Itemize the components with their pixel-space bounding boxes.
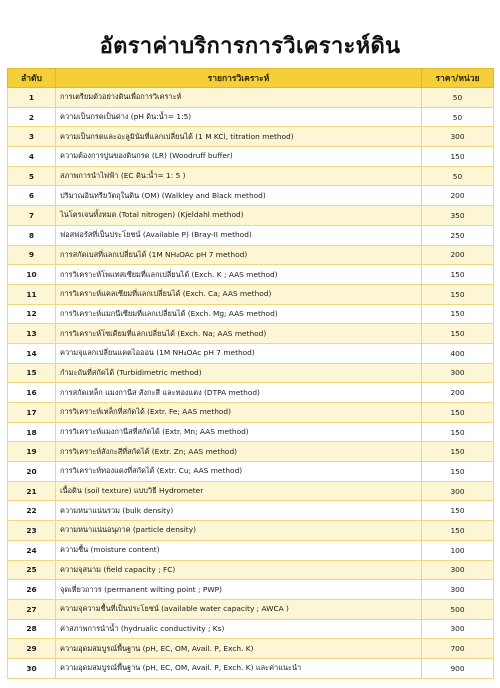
unit-price: 150 (422, 324, 494, 344)
unit-price: 150 (422, 304, 494, 324)
analysis-item: การวิเคราะห์สังกะสีที่สกัดได้ (Extr. Zn; AAS method) (56, 442, 422, 462)
table-row (8, 403, 494, 423)
row-number: 1 (8, 88, 56, 108)
unit-price: 300 (422, 127, 494, 147)
header-price: ราคา/หน่วย (422, 69, 494, 88)
table-row (8, 127, 494, 147)
analysis-item: ความชื้น (moisture content) (56, 540, 422, 560)
table-row (8, 186, 494, 206)
unit-price: 900 (422, 658, 494, 678)
table-row (8, 639, 494, 659)
analysis-item: การวิเคราะห์โพแทสเซียมที่แลกเปลี่ยนได้ (Exch. K ; AAS method) (56, 265, 422, 285)
row-number: 16 (8, 383, 56, 403)
unit-price: 350 (422, 206, 494, 226)
unit-price: 300 (422, 363, 494, 383)
row-number: 18 (8, 422, 56, 442)
table-row (8, 265, 494, 285)
unit-price: 150 (422, 462, 494, 482)
unit-price: 200 (422, 245, 494, 265)
analysis-item: การวิเคราะห์ทองแดงที่สกัดได้ (Extr. Cu; AAS method) (56, 462, 422, 482)
page-title: อัตราค่าบริการการวิเคราะห์ดิน (99, 34, 401, 59)
row-number: 23 (8, 521, 56, 541)
analysis-item: ความเป็นกรดและอะลูมินัมที่แลกเปลี่ยนได้ (1 M KCl, titration method) (56, 127, 422, 147)
table-row (8, 580, 494, 600)
unit-price: 100 (422, 540, 494, 560)
row-number: 3 (8, 127, 56, 147)
unit-price: 300 (422, 619, 494, 639)
analysis-item: ความหนาแน่นอนุภาค (particle density) (56, 521, 422, 541)
unit-price: 150 (422, 284, 494, 304)
analysis-item: การวิเคราะห์แคลเซียมที่แลกเปลี่ยนได้ (Exch. Ca; AAS method) (56, 284, 422, 304)
table-row (8, 521, 494, 541)
row-number: 10 (8, 265, 56, 285)
unit-price: 150 (422, 442, 494, 462)
unit-price: 200 (422, 186, 494, 206)
table-row (8, 166, 494, 186)
analysis-item: ความจุสนาม (field capacity ; FC) (56, 560, 422, 580)
header-item: รายการวิเคราะห์ (56, 69, 422, 88)
unit-price: 200 (422, 383, 494, 403)
table-row (8, 540, 494, 560)
table-row (8, 462, 494, 482)
row-number: 12 (8, 304, 56, 324)
analysis-item: การวิเคราะห์แมงกานีสที่สกัดได้ (Extr. Mn; AAS method) (56, 422, 422, 442)
table-row (8, 501, 494, 521)
analysis-item: การสกัดเหล็ก แมงกานีส สังกะสี และทองแดง (DTPA method) (56, 383, 422, 403)
table-row (8, 245, 494, 265)
analysis-item: การวิเคราะห์แมกนีเซียมที่แลกเปลี่ยนได้ (Exch. Mg; AAS method) (56, 304, 422, 324)
row-number: 22 (8, 501, 56, 521)
row-number: 13 (8, 324, 56, 344)
analysis-item: กำมะถันที่สกัดได้ (Turbidimetric method) (56, 363, 422, 383)
table-row (8, 383, 494, 403)
analysis-item: ความหนาแน่นรวม (bulk density) (56, 501, 422, 521)
header-no: ลำดับ (8, 69, 56, 88)
unit-price: 700 (422, 639, 494, 659)
analysis-item: ความจุแลกเปลี่ยนแคตไอออน (1M NH₄OAc pH 7 method) (56, 343, 422, 363)
row-number: 28 (8, 619, 56, 639)
table-row (8, 481, 494, 501)
table-row (8, 147, 494, 167)
analysis-item: ความจุความชื้นที่เป็นประโยชน์ (available water capacity ; AWCA ) (56, 599, 422, 619)
table-body (8, 88, 494, 679)
unit-price: 300 (422, 481, 494, 501)
table-row (8, 422, 494, 442)
analysis-item: สภาพการนำไฟฟ้า (EC ดิน:น้ำ= 1: 5 ) (56, 166, 422, 186)
table-row (8, 107, 494, 127)
row-number: 21 (8, 481, 56, 501)
analysis-item: ค่าสภาพการนำน้ำ (hydrualic conductivity ; Ks) (56, 619, 422, 639)
unit-price: 300 (422, 560, 494, 580)
analysis-item: ความต้องการปูนของดินกรด (LR) (Woodruff buffer) (56, 147, 422, 167)
unit-price: 150 (422, 422, 494, 442)
row-number: 19 (8, 442, 56, 462)
unit-price: 150 (422, 501, 494, 521)
row-number: 17 (8, 403, 56, 423)
unit-price: 300 (422, 580, 494, 600)
table-header-row (8, 69, 494, 88)
row-number: 6 (8, 186, 56, 206)
table-row (8, 442, 494, 462)
row-number: 29 (8, 639, 56, 659)
row-number: 27 (8, 599, 56, 619)
table-row (8, 225, 494, 245)
unit-price: 50 (422, 166, 494, 186)
unit-price: 150 (422, 147, 494, 167)
table-row (8, 88, 494, 108)
row-number: 30 (8, 658, 56, 678)
table-row (8, 284, 494, 304)
analysis-item: เนื้อดิน (soil texture) แบบวิธี Hydrometer (56, 481, 422, 501)
row-number: 5 (8, 166, 56, 186)
analysis-item: ไนโตรเจนทั้งหมด (Total nitrogen) (Kjeldahl method) (56, 206, 422, 226)
unit-price: 50 (422, 107, 494, 127)
row-number: 9 (8, 245, 56, 265)
row-number: 7 (8, 206, 56, 226)
analysis-item: ความอุดมสมบูรณ์พื้นฐาน (pH, EC, OM, Avail. P, Exch. K) (56, 639, 422, 659)
row-number: 11 (8, 284, 56, 304)
table-row (8, 324, 494, 344)
table-row (8, 658, 494, 678)
unit-price: 250 (422, 225, 494, 245)
table-row (8, 560, 494, 580)
row-number: 26 (8, 580, 56, 600)
table-row (8, 619, 494, 639)
analysis-item: ปริมาณอินทรียวัตถุในดิน (OM) (Walkley and Black method) (56, 186, 422, 206)
analysis-item: ฟอสฟอรัสที่เป็นประโยชน์ (Available P) (Bray-II method) (56, 225, 422, 245)
row-number: 20 (8, 462, 56, 482)
row-number: 4 (8, 147, 56, 167)
unit-price: 400 (422, 343, 494, 363)
table-row (8, 343, 494, 363)
row-number: 15 (8, 363, 56, 383)
unit-price: 150 (422, 403, 494, 423)
analysis-item: ความเป็นกรดเป็นด่าง (pH ดิน:น้ำ= 1:5) (56, 107, 422, 127)
table-row (8, 304, 494, 324)
unit-price: 150 (422, 265, 494, 285)
unit-price: 500 (422, 599, 494, 619)
table-row (8, 599, 494, 619)
analysis-item: การวิเคราะห์โซเดียมที่แลกเปลี่ยนได้ (Exch. Na; AAS method) (56, 324, 422, 344)
row-number: 8 (8, 225, 56, 245)
unit-price: 50 (422, 88, 494, 108)
row-number: 24 (8, 540, 56, 560)
service-rate-table (7, 68, 494, 679)
row-number: 14 (8, 343, 56, 363)
analysis-item: ความอุดมสมบูรณ์พื้นฐาน (pH, EC, OM, Avail. P, Exch. K) และค่าแนะนำ (56, 658, 422, 678)
row-number: 2 (8, 107, 56, 127)
unit-price: 150 (422, 521, 494, 541)
analysis-item: การเตรียมตัวอย่างดินเพื่อการวิเคราะห์ (56, 88, 422, 108)
analysis-item: การวิเคราะห์เหล็กที่สกัดได้ (Extr. Fe; AAS method) (56, 403, 422, 423)
table-row (8, 363, 494, 383)
table-row (8, 206, 494, 226)
analysis-item: จุดเหี่ยวถาวร (permanent wilting point ; PWP) (56, 580, 422, 600)
analysis-item: การสกัดเบสที่แลกเปลี่ยนได้ (1M NH₄OAc pH 7 method) (56, 245, 422, 265)
row-number: 25 (8, 560, 56, 580)
